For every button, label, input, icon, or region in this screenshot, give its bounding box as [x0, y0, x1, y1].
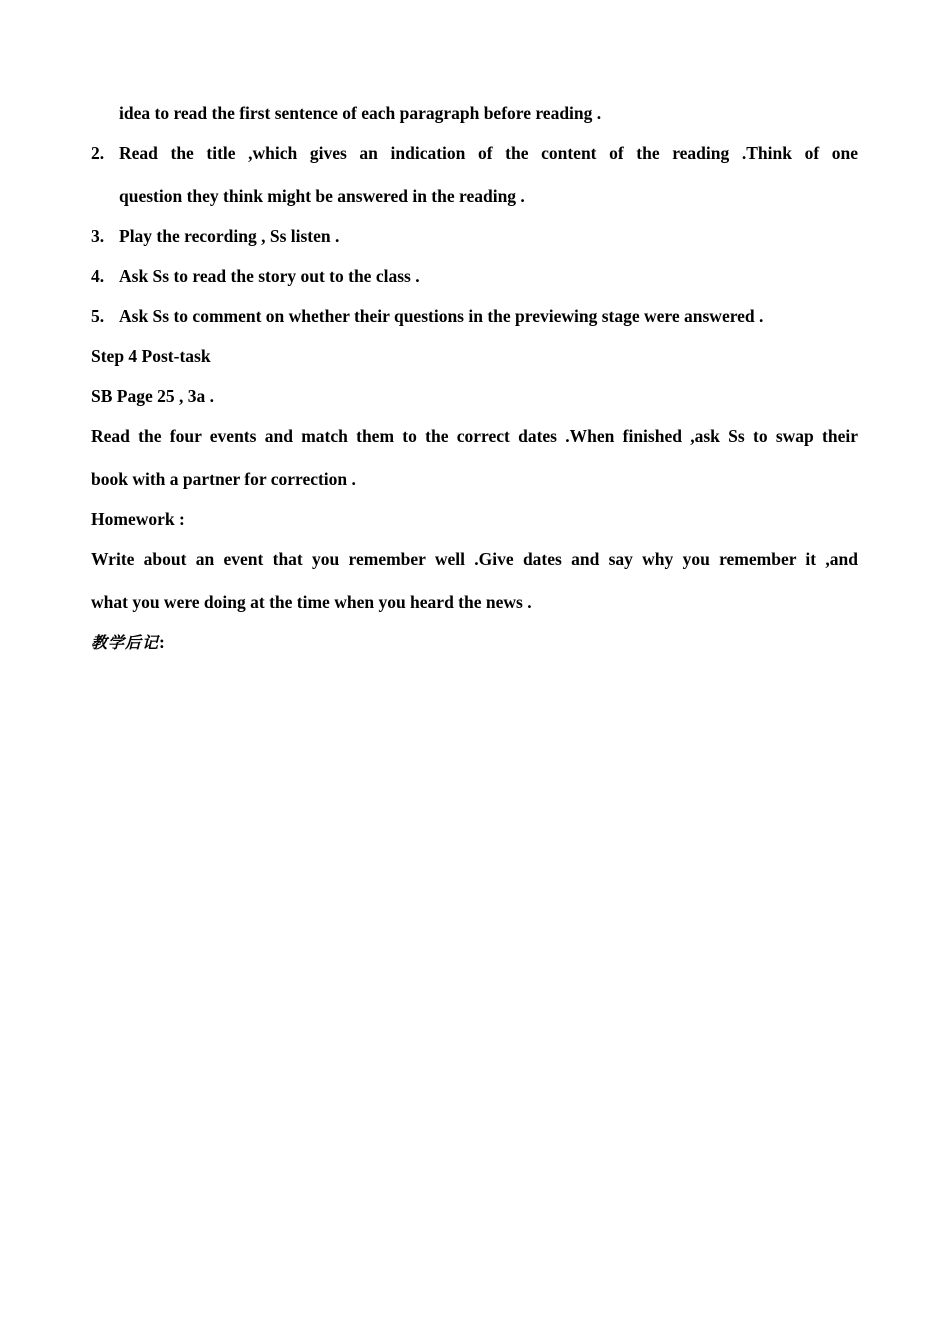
- reflection-label: 教学后记: [91, 633, 160, 652]
- list-item-number: 4.: [91, 266, 105, 286]
- step4-instructions: Read the four events and match them to the correct dates .When finished ,ask Ss to swap their: [91, 426, 858, 446]
- list-item-number: 2.: [91, 143, 105, 163]
- list-item-text: Ask Ss to comment on whether their questions in the previewing stage were answered .: [119, 306, 764, 326]
- list-item-number: 5.: [91, 306, 105, 326]
- step4-page-ref: SB Page 25 , 3a .: [91, 386, 214, 406]
- reflection-label-row: [91, 631, 165, 654]
- homework-heading: Homework :: [91, 509, 185, 529]
- homework-text: Write about an event that you remember well .Give dates and say why you remember it ,and: [91, 549, 858, 569]
- list-item-number: 3.: [91, 226, 105, 246]
- list-item-text: Ask Ss to read the story out to the class .: [119, 266, 420, 286]
- list-item-text-continued: question they think might be answered in the reading .: [119, 186, 525, 206]
- list-item-text: Read the title ,which gives an indication of the content of the reading .Think of one: [119, 143, 858, 163]
- reflection-colon: :: [159, 632, 165, 652]
- step4-instructions-continued: book with a partner for correction .: [91, 469, 356, 489]
- homework-text-continued: what you were doing at the time when you heard the news .: [91, 592, 532, 612]
- list-item-text: Play the recording , Ss listen .: [119, 226, 340, 246]
- step4-heading: Step 4 Post-task: [91, 346, 211, 366]
- continuation-line: idea to read the first sentence of each paragraph before reading .: [119, 103, 602, 123]
